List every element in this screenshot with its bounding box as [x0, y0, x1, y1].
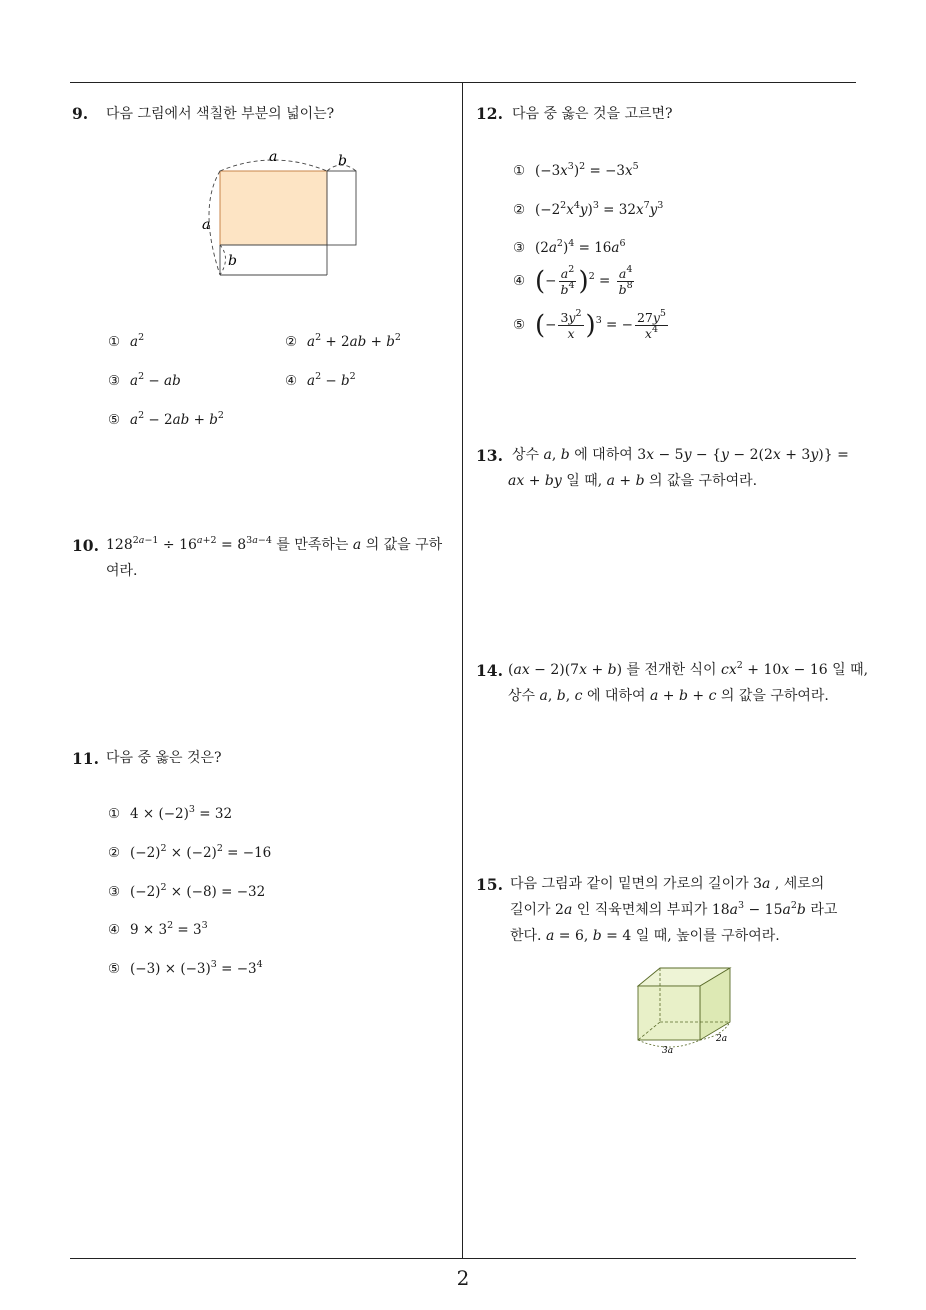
q11-choice-1[interactable]: ① $4 \times (-2)^3 = 32$ [108, 804, 233, 822]
shaded-region [220, 171, 327, 245]
q11-choice-2[interactable]: ② $(-2)^2 \times (-2)^2 = -16$ [108, 843, 272, 861]
question-13-number: 13. [476, 446, 503, 465]
question-10-number: 10. [72, 536, 99, 555]
question-15-line1: 다음 그림과 같이 밑면의 가로의 길이가 3a , 세로의 [510, 876, 825, 892]
brace-b-inner [220, 245, 226, 275]
question-9-text: 다음 그림에서 색칠한 부분의 넓이는? [106, 106, 335, 122]
question-15-number: 15. [476, 875, 503, 894]
question-14-line2: 상수 a, b, c 에 대하여 a + b + c 의 값을 구하여라. [508, 688, 829, 704]
question-13-line1: 상수 a, b 에 대하여 3x − 5y − {y − 2(2x + 3y)} = [512, 447, 849, 463]
question-11-text: 다음 중 옳은 것은? [106, 750, 222, 766]
q11-choice-4[interactable]: ④ $9 \times 3^2 = 3^3$ [108, 920, 208, 938]
q12-choice-5[interactable]: ⑤ (− $\frac{3y^2}{x}$ )$^3$ = − $\frac{27y^5}{x^4}$ [513, 308, 666, 341]
label-2a: 2a [716, 1034, 728, 1044]
question-10-line1: $128^{2a-1} \div 16^{a+2} = 8^{3a-4}$ 를 만족하는 a 의 값을 구하 [106, 535, 443, 553]
question-9-figure [195, 145, 375, 280]
label-a-left: a [202, 217, 211, 233]
label-b-top: b [338, 153, 347, 169]
question-10-line2: 여라. [106, 563, 138, 579]
q11-choice-3[interactable]: ③ $(-2)^2 \times (-8) = -32$ [108, 882, 266, 900]
label-b-inner: b [228, 253, 237, 269]
question-15-line3: 한다. a = 6, b = 4 일 때, 높이를 구하여라. [510, 928, 780, 944]
q9-choice-2[interactable]: ② $a^2 + 2ab + b^2$ [285, 332, 401, 350]
column-divider [462, 83, 463, 1259]
question-11-number: 11. [72, 749, 99, 768]
bottom-rule [70, 1258, 856, 1259]
q12-choice-2[interactable]: ② $(-2^2x^4y)^3 = 32x^7y^3$ [513, 200, 664, 218]
q12-choice-3[interactable]: ③ $(2a^2)^4 = 16a^6$ [513, 238, 626, 256]
q12-choice-4[interactable]: ④ (− $\frac{a^2}{b^4}$ )$^2$ = $\frac{a^4}{b^8}$ [513, 264, 633, 297]
question-14-line1: (ax − 2)(7x + b) 를 전개한 식이 $cx^2 + 10x - 16$ 일 때, [508, 660, 869, 678]
label-a-top: a [269, 149, 278, 165]
question-13-line2: ax + by 일 때, a + b 의 값을 구하여라. [508, 473, 758, 489]
question-14-number: 14. [476, 661, 503, 680]
question-15-cuboid-figure [630, 962, 740, 1057]
question-12-text: 다음 중 옳은 것을 고르면? [512, 106, 673, 122]
question-9-number: 9. [72, 104, 89, 123]
q12-choice-1[interactable]: ① $(-3x^3)^2 = -3x^5$ [513, 161, 639, 179]
top-rule [70, 82, 856, 83]
q9-choice-5[interactable]: ⑤ $a^2 - 2ab + b^2$ [108, 410, 224, 428]
brace-a-left [209, 171, 220, 275]
q9-choice-4[interactable]: ④ $a^2 - b^2$ [285, 371, 356, 389]
q9-choice-3[interactable]: ③ $a^2$ − ab [108, 371, 181, 389]
q11-choice-5[interactable]: ⑤ $(-3) \times (-3)^3 = -3^4$ [108, 959, 263, 977]
question-12-number: 12. [476, 104, 503, 123]
page-number: 2 [456, 1266, 470, 1290]
label-3a: 3a [662, 1046, 674, 1056]
q9-choice-1[interactable]: ① $a^2$ [108, 332, 145, 350]
question-15-line2: 길이가 2a 인 직육면체의 부피가 $18a^3 - 15a^2b$ 라고 [510, 900, 838, 918]
outer-rect-right-strip [327, 171, 356, 245]
